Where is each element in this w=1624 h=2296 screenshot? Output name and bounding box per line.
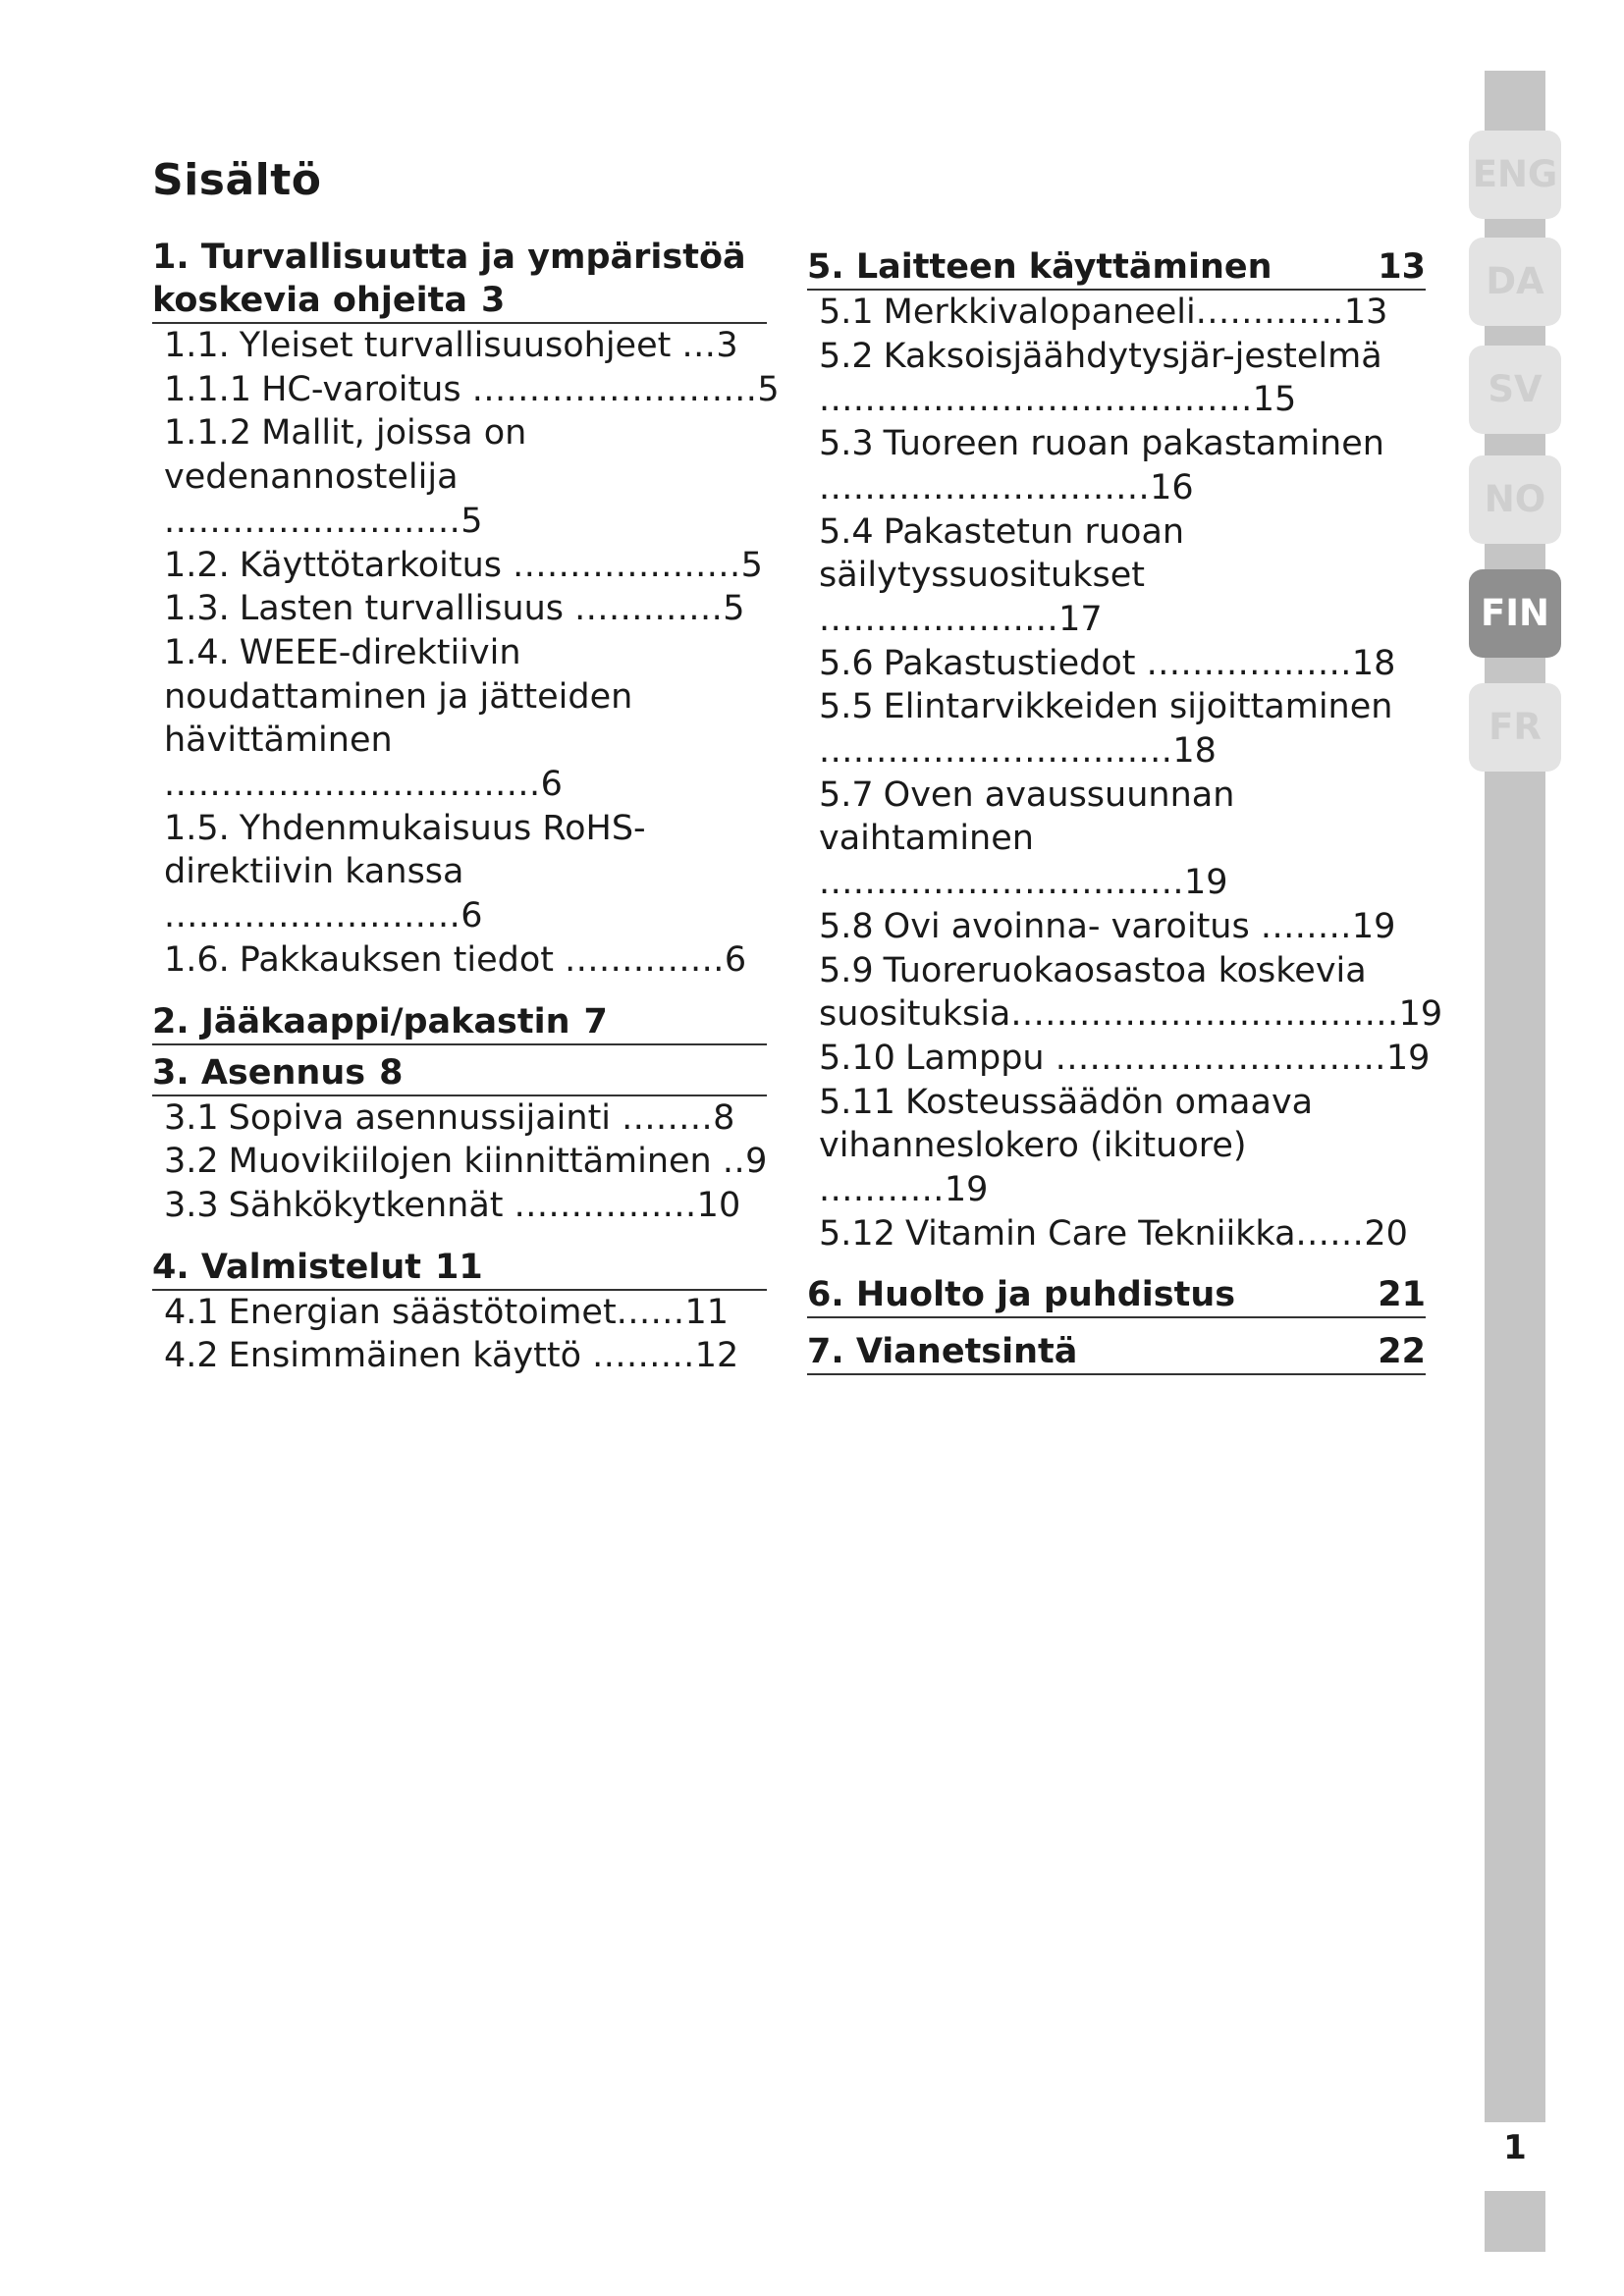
toc-right-column — [807, 245, 1443, 1375]
toc-entry-page: 19 — [1385, 1038, 1431, 1078]
toc-entry-page: 20 — [1364, 1213, 1408, 1254]
toc-entry-page: 5 — [460, 501, 483, 541]
language-tab-sv[interactable]: SV — [1469, 346, 1561, 434]
toc-entry-number: 1.4. — [164, 632, 230, 672]
toc-entry-text: Energian säästötoimet — [228, 1292, 617, 1332]
toc-entry[interactable] — [152, 411, 767, 543]
toc-entry[interactable] — [152, 1096, 767, 1141]
toc-section-5[interactable] — [807, 245, 1426, 291]
toc-entry-leader: ...... — [616, 1292, 685, 1332]
toc-entry-text: Yleiset turvallisuusohjeet — [239, 326, 672, 365]
toc-entry[interactable] — [152, 1184, 767, 1228]
toc-section-4[interactable] — [152, 1246, 767, 1291]
toc-section-page: 13 — [1378, 247, 1426, 287]
toc-entry-number: 5.3 — [819, 424, 874, 464]
toc-section-4-list — [152, 1291, 767, 1378]
toc-entry[interactable] — [152, 1291, 767, 1335]
language-tab-no[interactable]: NO — [1469, 455, 1561, 544]
toc-entry[interactable] — [807, 642, 1426, 686]
toc-entry-number: 5.1 — [819, 293, 874, 332]
page-footer-block — [1485, 2191, 1545, 2252]
toc-entry[interactable] — [807, 949, 1443, 1037]
toc-entry[interactable] — [152, 938, 767, 983]
toc-entry-leader: ............. — [1195, 293, 1344, 332]
toc-entry-page: 16 — [1150, 467, 1194, 507]
toc-entry-number: 5.8 — [819, 906, 874, 946]
toc-entry[interactable] — [152, 324, 767, 368]
toc-section-page: 7 — [583, 1001, 608, 1041]
toc-entry-number: 1.1.1 — [164, 369, 252, 409]
toc-entry-leader: .............. — [565, 939, 725, 980]
toc-entry-number: 1.1. — [164, 326, 230, 365]
toc-entry-text: Merkkivalopaneeli — [883, 293, 1196, 332]
toc-entry[interactable] — [807, 1037, 1431, 1081]
toc-entry-page: 19 — [944, 1170, 989, 1210]
toc-entry-page: 5 — [723, 589, 745, 629]
toc-entry-text: Tuoreruokaosastoa koskevia suosituksia — [819, 950, 1367, 1035]
toc-entry-text: Käyttötarkoitus — [239, 545, 503, 585]
toc-entry-text: Tuoreen ruoan pakastaminen — [883, 424, 1384, 464]
toc-entry-number: 1.6. — [164, 939, 230, 980]
toc-entry-text: Elintarvikkeiden sijoittaminen — [883, 687, 1393, 727]
toc-entry[interactable] — [152, 544, 767, 588]
toc-section-title: 2. Jääkaappi/pakastin — [152, 1001, 570, 1041]
toc-entry-page: 19 — [1398, 994, 1443, 1035]
toc-entry-leader: ...... — [1295, 1213, 1365, 1254]
language-tab-fr[interactable]: FR — [1469, 683, 1561, 772]
toc-section-2[interactable] — [152, 1000, 767, 1045]
toc-entry-number: 1.1.2 — [164, 413, 252, 454]
page-number: 1 — [1503, 2128, 1527, 2167]
toc-entry-leader: ........... — [819, 1170, 945, 1210]
toc-section-1-list — [152, 324, 780, 983]
toc-section-page: 3 — [480, 281, 506, 320]
toc-entry-text: Pakkauksen tiedot — [239, 939, 555, 980]
toc-entry-leader: .................... — [513, 545, 741, 585]
toc-entry[interactable] — [807, 774, 1426, 905]
toc-entry-text: Sopiva asennussijainti — [228, 1097, 612, 1138]
toc-entry-page: 18 — [1351, 643, 1396, 683]
toc-entry[interactable] — [152, 368, 780, 412]
toc-entry-number: 5.2 — [819, 336, 874, 376]
toc-entry-text: Mallit, joissa on vedenannostelija — [164, 413, 527, 498]
toc-entry-number: 1.2. — [164, 545, 230, 585]
toc-entry-page: 6 — [460, 896, 483, 936]
toc-entry-page: 6 — [540, 765, 563, 805]
toc-entry-number: 5.5 — [819, 687, 874, 727]
toc-entry-page: 10 — [696, 1185, 741, 1225]
toc-entry[interactable] — [807, 1081, 1426, 1212]
toc-entry-leader: ............................... — [819, 731, 1173, 772]
toc-entry-page: 3 — [716, 326, 738, 365]
toc-entry[interactable] — [807, 1212, 1426, 1256]
toc-entry-text: Vitamin Care Tekniikka — [904, 1213, 1296, 1254]
toc-entry-leader: .......................... — [164, 501, 461, 541]
toc-entry[interactable] — [807, 905, 1426, 949]
toc-section-1[interactable] — [152, 236, 767, 324]
page-title: Sisältö — [152, 155, 322, 205]
toc-entry-text: Ovi avoinna- varoitus — [883, 906, 1250, 946]
toc-entry-number: 3.1 — [164, 1097, 219, 1138]
toc-section-6[interactable] — [807, 1273, 1426, 1318]
toc-entry-number: 3.3 — [164, 1185, 219, 1225]
toc-entry-number: 5.7 — [819, 774, 874, 815]
toc-entry-page: 19 — [1351, 906, 1396, 946]
toc-entry-leader: ..................... — [819, 599, 1059, 639]
toc-entry-text: Lamppu — [904, 1038, 1045, 1078]
toc-entry[interactable] — [152, 807, 767, 938]
toc-section-page: 22 — [1378, 1332, 1426, 1372]
toc-entry-leader: ......... — [592, 1336, 695, 1376]
toc-entry-page: 9 — [745, 1142, 768, 1182]
toc-entry-number: 5.12 — [819, 1213, 895, 1254]
toc-entry-number: 5.9 — [819, 950, 874, 990]
toc-entry-leader: ................................. — [164, 765, 541, 805]
toc-section-3-list — [152, 1096, 767, 1228]
toc-entry-text: Pakastetun ruoan säilytyssuositukset — [819, 511, 1185, 596]
toc-entry-number: 5.11 — [819, 1082, 895, 1122]
toc-entry[interactable] — [807, 685, 1426, 773]
toc-left-column — [152, 236, 780, 1378]
toc-entry-leader: ............. — [574, 589, 724, 629]
toc-entry-leader: .......................... — [164, 896, 461, 936]
toc-entry-number: 5.6 — [819, 643, 874, 683]
toc-entry-leader: .. — [722, 1142, 746, 1182]
toc-entry-leader: ... — [681, 326, 717, 365]
toc-entry-number: 3.2 — [164, 1142, 219, 1182]
toc-section-5-list — [807, 291, 1443, 1255]
toc-section-page: 21 — [1378, 1275, 1426, 1315]
toc-section-title: 5. Laitteen käyttäminen — [807, 247, 1272, 287]
toc-entry-page: 12 — [694, 1336, 739, 1376]
toc-entry-text: Lasten turvallisuus — [239, 589, 565, 629]
toc-entry-page: 5 — [757, 369, 780, 409]
toc-entry-text: Sähkökytkennät — [228, 1185, 504, 1225]
toc-section-title: 3. Asennus — [152, 1052, 366, 1093]
toc-entry-leader: ...................................... — [819, 380, 1253, 420]
toc-section-title: 1. Turvallisuutta ja ympäristöä koskevia ohjeita — [152, 238, 746, 320]
toc-entry-leader: ............................. — [819, 467, 1151, 507]
toc-entry-page: 6 — [724, 939, 747, 980]
language-tab-fin[interactable]: FIN — [1469, 569, 1561, 658]
toc-entry-number: 5.4 — [819, 511, 874, 552]
toc-entry-leader: .................. — [1146, 643, 1352, 683]
toc-entry-text: Ensimmäinen käyttö — [228, 1336, 581, 1376]
toc-entry-leader: ........ — [622, 1097, 714, 1138]
toc-entry-page: 18 — [1172, 731, 1217, 772]
toc-entry-leader: ......................... — [471, 369, 758, 409]
toc-entry-leader: ........ — [1260, 906, 1352, 946]
toc-entry-number: 1.3. — [164, 589, 230, 629]
toc-entry-text: Kosteussäädön omaava vihanneslokero (ikituore) — [819, 1082, 1314, 1166]
toc-entry[interactable] — [807, 335, 1426, 422]
toc-entry-leader: ................................ — [819, 863, 1185, 903]
toc-entry[interactable] — [152, 587, 767, 631]
language-tab-da[interactable]: DA — [1469, 238, 1561, 326]
toc-entry-text: Muovikiilojen kiinnittäminen — [228, 1142, 712, 1182]
toc-section-title: 4. Valmistelut — [152, 1247, 422, 1287]
toc-entry-page: 13 — [1343, 293, 1388, 332]
toc-entry-text: Yhdenmukaisuus RoHS-direktiivin kanssa — [164, 808, 646, 892]
toc-section-title: 7. Vianetsintä — [807, 1332, 1078, 1372]
toc-entry[interactable] — [152, 631, 767, 807]
toc-entry-leader: .................................. — [1010, 994, 1399, 1035]
toc-entry-text: Pakastustiedot — [883, 643, 1136, 683]
toc-entry-leader: ............................. — [1055, 1038, 1386, 1078]
toc-entry[interactable] — [807, 510, 1426, 642]
toc-entry[interactable] — [807, 422, 1426, 509]
toc-entry-page: 5 — [740, 545, 763, 585]
toc-section-page: 11 — [435, 1247, 483, 1287]
toc-entry-text: WEEE-direktiivin noudattaminen ja jätteiden hävittäminen — [164, 632, 633, 761]
toc-entry-number: 4.2 — [164, 1336, 219, 1376]
toc-entry-number: 4.1 — [164, 1292, 219, 1332]
toc-entry-number: 1.5. — [164, 808, 230, 848]
language-tab-eng[interactable]: ENG — [1469, 131, 1561, 219]
toc-entry[interactable] — [152, 1140, 767, 1184]
toc-entry[interactable] — [807, 291, 1426, 335]
toc-entry-leader: ................ — [514, 1185, 697, 1225]
toc-section-3[interactable] — [152, 1051, 767, 1096]
toc-entry-page: 8 — [713, 1097, 735, 1138]
toc-section-title: 6. Huolto ja puhdistus — [807, 1275, 1236, 1315]
toc-section-page: 8 — [379, 1052, 404, 1093]
toc-entry-page: 17 — [1058, 599, 1103, 639]
toc-entry-text: Kaksoisjäähdytysjär-jestelmä — [883, 336, 1382, 376]
toc-entry-text: HC-varoitus — [261, 369, 461, 409]
toc-section-7[interactable] — [807, 1330, 1426, 1375]
toc-entry[interactable] — [152, 1334, 767, 1378]
toc-entry-page: 19 — [1184, 863, 1228, 903]
toc-entry-page: 11 — [684, 1292, 729, 1332]
toc-entry-number: 5.10 — [819, 1038, 895, 1078]
toc-entry-page: 15 — [1252, 380, 1297, 420]
toc-entry-text: Oven avaussuunnan vaihtaminen — [819, 774, 1235, 859]
